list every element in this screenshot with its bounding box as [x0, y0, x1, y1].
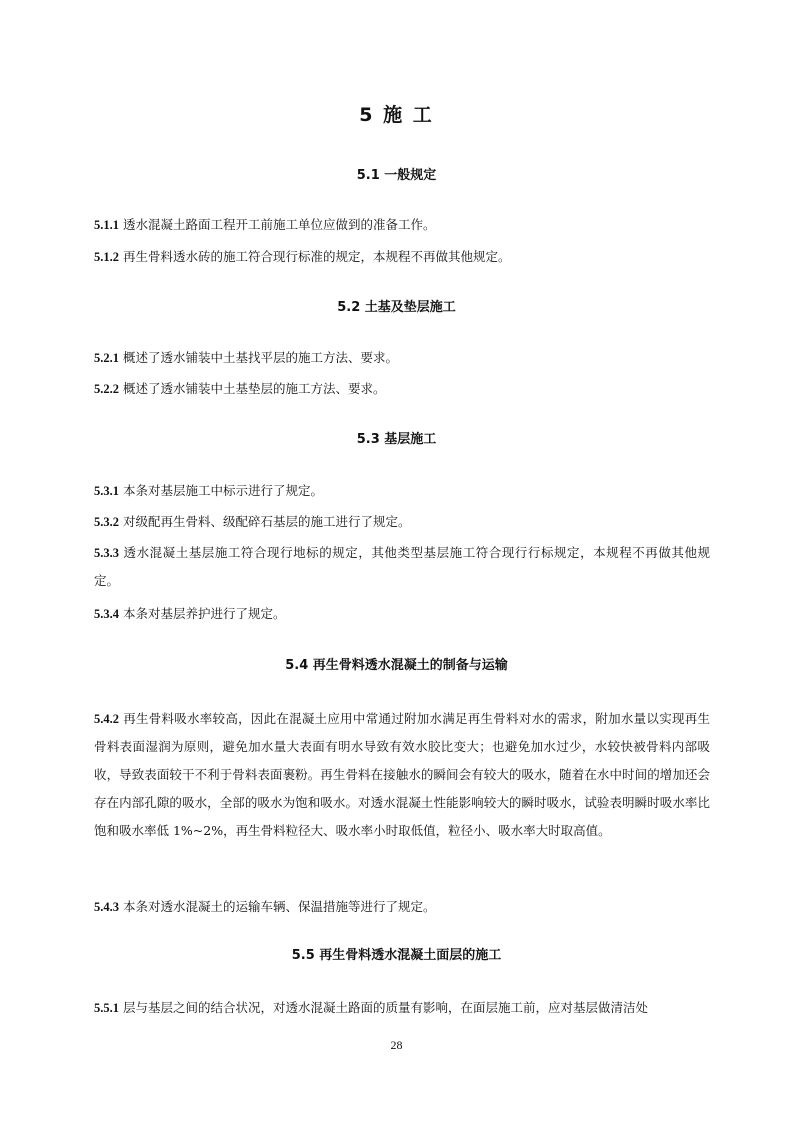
clause-number: 5.1.1: [94, 218, 119, 232]
clause-5-5-1: [94, 994, 710, 1022]
clause-text: 本条对基层养护进行了规定。: [122, 606, 286, 621]
section-heading-5-1: 5.1 一般规定: [356, 168, 437, 183]
section-heading-5-4: 5.4 再生骨料透水混凝土的制备与运输: [285, 658, 508, 673]
clause-text: 再生骨料吸水率较高，因此在混凝土应用中常通过附加水满足再生骨料对水的需求，附加水量以实现再生骨料表面湿润为原则，避免加水量大表面有明水导致有效水胶比变大；也避免加水过少，水较快被骨料内部吸收，导致表面较干不利于骨料表面裹粉。再生骨料在接触水的瞬间会有较大的吸水，随着在水中时间的增加还会存在内部孔隙的吸水，全部的吸水为饱和吸水。对透水混凝土性能影响较大的瞬时吸水，试验表明瞬时吸水率比饱和吸水率低 1%~2%，再生骨料粒径大、吸水率小时取低值，粒径小、吸水率大时取高值。: [94, 711, 710, 838]
clause-text: 概述了透水铺装中土基找平层的施工方法、要求。: [122, 350, 398, 365]
clause-5-1-2: [94, 243, 710, 271]
clause-text: 透水混凝土路面工程开工前施工单位应做到的准备工作。: [122, 217, 436, 232]
clause-5-3-1: [94, 477, 710, 505]
clause-number: 5.2.2: [94, 382, 119, 396]
clause-number: 5.3.1: [94, 484, 119, 498]
section-heading-5-2: 5.2 土基及垫层施工: [337, 300, 456, 315]
clause-text: 层与基层之间的结合状况，对透水混凝土路面的质量有影响，在面层施工前，应对基层做清洁处: [122, 1000, 648, 1015]
page-number: 28: [390, 1038, 403, 1052]
clause-number: 5.3.3: [94, 546, 119, 560]
clause-text: 本条对基层施工中标示进行了规定。: [122, 483, 323, 498]
clause-number: 5.3.2: [94, 515, 119, 529]
clause-number: 5.4.2: [94, 712, 119, 726]
section-heading-5-5: 5.5 再生骨料透水混凝土面层的施工: [291, 948, 502, 963]
clause-number: 5.3.4: [94, 607, 119, 621]
clause-number: 5.4.3: [94, 900, 119, 914]
clause-5-4-3: [94, 893, 710, 921]
clause-text: 对级配再生骨料、级配碎石基层的施工进行了规定。: [122, 514, 411, 529]
clause-5-3-4: [94, 600, 710, 628]
clause-5-1-1: [94, 211, 710, 239]
clause-5-2-2: [94, 375, 710, 403]
clause-text: 概述了透水铺装中土基垫层的施工方法、要求。: [122, 381, 386, 396]
clause-number: 5.5.1: [94, 1001, 119, 1015]
clause-text: 再生骨料透水砖的施工符合现行标准的规定，本规程不再做其他规定。: [122, 249, 511, 264]
chapter-title: 5 施 工: [359, 104, 434, 126]
clause-5-3-3: [94, 539, 710, 595]
clause-5-2-1: [94, 344, 710, 372]
clause-number: 5.2.1: [94, 351, 119, 365]
section-heading-5-3: 5.3 基层施工: [356, 432, 437, 447]
clause-text: 本条对透水混凝土的运输车辆、保温措施等进行了规定。: [122, 899, 436, 914]
clause-5-4-2: [94, 705, 710, 845]
clause-number: 5.1.2: [94, 250, 119, 264]
clause-5-3-2: [94, 508, 710, 536]
clause-text: 透水混凝土基层施工符合现行地标的规定，其他类型基层施工符合现行行标规定，本规程不再做其他规定。: [94, 545, 710, 588]
